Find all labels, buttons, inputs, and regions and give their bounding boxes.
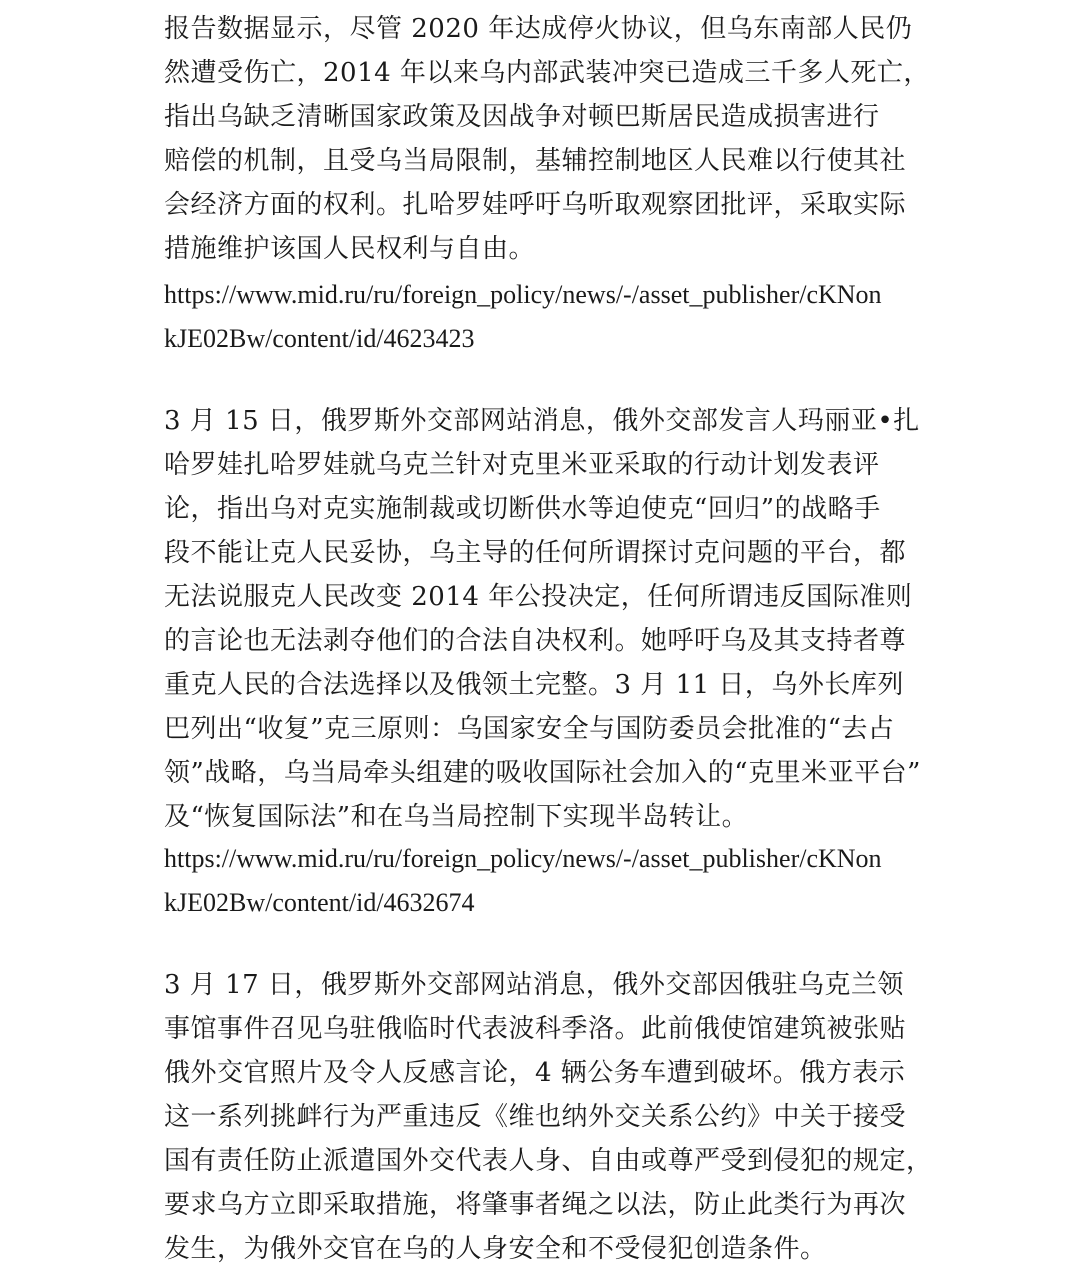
text-line: 3 月 15 日，俄罗斯外交部网站消息，俄外交部发言人玛丽亚•扎 <box>164 406 920 436</box>
text-line: 指出乌缺乏清晰国家政策及因战争对顿巴斯居民造成损害进行 <box>164 102 880 132</box>
text-line: 然遭受伤亡，2014 年以来乌内部武装冲突已造成三千多人死亡， <box>164 58 930 88</box>
source-link-1 <box>164 273 924 361</box>
text-line: 论，指出乌对克实施制裁或切断供水等迫使克“回归”的战略手 <box>164 494 881 524</box>
text-line: 赔偿的机制，且受乌当局限制，基辅控制地区人民难以行使其社 <box>164 146 907 176</box>
paragraph-march-15 <box>164 399 924 839</box>
text-line: 段不能让克人民妥协，乌主导的任何所谓探讨克问题的平台，都 <box>164 538 907 568</box>
text-line: 这一系列挑衅行为严重违反《维也纳外交关系公约》中关于接受 <box>164 1102 907 1132</box>
url-line: https://www.mid.ru/ru/foreign_policy/news/-/asset_publisher/cKNon <box>164 844 882 873</box>
text-line: 无法说服克人民改变 2014 年公投决定，任何所谓违反国际准则 <box>164 582 913 612</box>
url-line: kJE02Bw/content/id/4623423 <box>164 324 475 353</box>
text-line: 会经济方面的权利。扎哈罗娃呼吁乌听取观察团批评，采取实际 <box>164 190 907 220</box>
text-line: 措施维护该国人民权利与自由。 <box>164 234 536 264</box>
paragraph-march-17 <box>164 963 933 1271</box>
text-line: 俄外交官照片及令人反感言论，4 辆公务车遭到破坏。俄方表示 <box>164 1058 906 1088</box>
paragraph-report-summary <box>164 7 930 271</box>
text-line: 报告数据显示，尽管 2020 年达成停火协议，但乌东南部人民仍 <box>164 14 913 44</box>
text-line: 的言论也无法剥夺他们的合法自决权利。她呼吁乌及其支持者尊 <box>164 626 907 656</box>
text-line: 及“恢复国际法”和在乌当局控制下实现半岛转让。 <box>164 802 749 832</box>
text-line: 重克人民的合法选择以及俄领土完整。3 月 11 日，乌外长库列 <box>164 670 904 700</box>
url-line: https://www.mid.ru/ru/foreign_policy/news/-/asset_publisher/cKNon <box>164 280 882 309</box>
text-line: 3 月 17 日，俄罗斯外交部网站消息，俄外交部因俄驻乌克兰领 <box>164 970 904 1000</box>
text-line: 发生，为俄外交官在乌的人身安全和不受侵犯创造条件。 <box>164 1234 827 1264</box>
source-link-2 <box>164 837 924 925</box>
text-line: 要求乌方立即采取措施，将肇事者绳之以法，防止此类行为再次 <box>164 1190 907 1220</box>
text-line: 国有责任防止派遣国外交代表人身、自由或尊严受到侵犯的规定， <box>164 1146 933 1176</box>
text-line: 事馆事件召见乌驻俄临时代表波科季洛。此前俄使馆建筑被张贴 <box>164 1014 907 1044</box>
text-line: 巴列出“收复”克三原则：乌国家安全与国防委员会批准的“去占 <box>164 714 895 744</box>
url-line: kJE02Bw/content/id/4632674 <box>164 888 475 917</box>
text-line: 领”战略，乌当局牵头组建的吸收国际社会加入的“克里米亚平台” <box>164 758 921 788</box>
text-line: 哈罗娃扎哈罗娃就乌克兰针对克里米亚采取的行动计划发表评 <box>164 450 880 480</box>
